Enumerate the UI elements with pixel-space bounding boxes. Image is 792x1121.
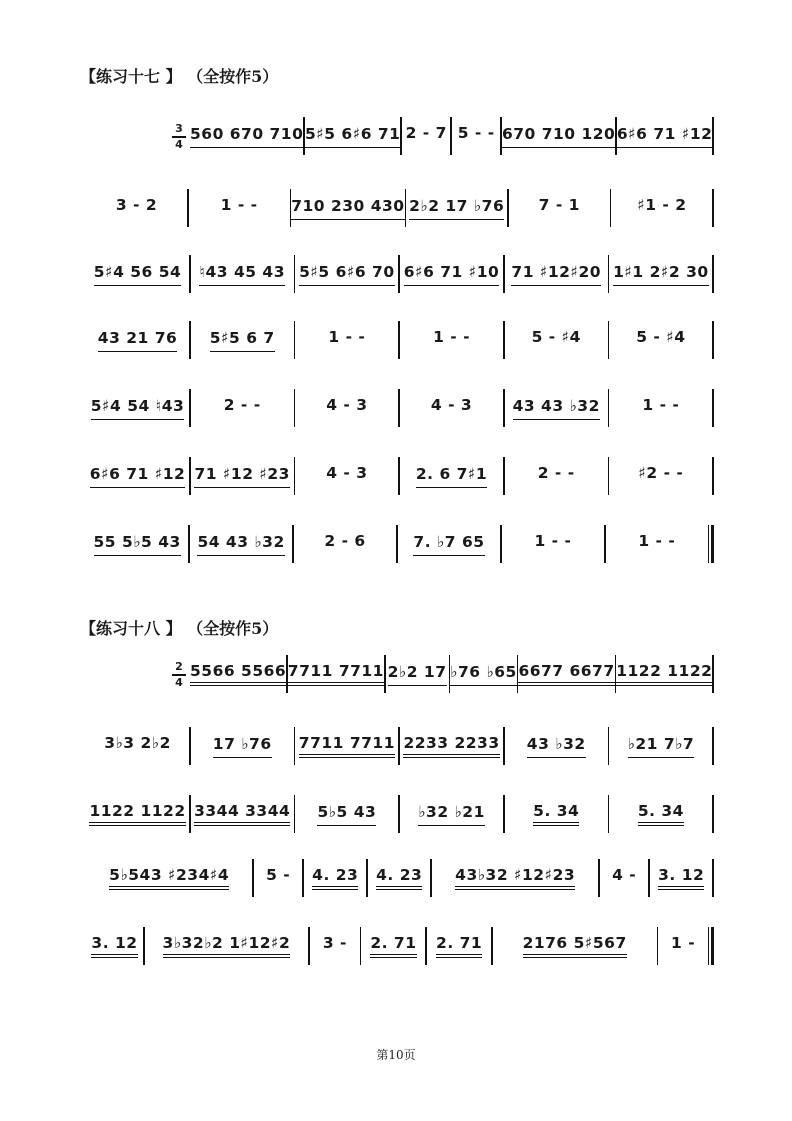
note-group: 5. 34 xyxy=(533,802,579,826)
note-group: 5 - - xyxy=(457,124,495,142)
note-group: 670 710 120 xyxy=(502,125,615,148)
note-group: ♭76 ♭65 xyxy=(450,663,517,686)
measure xyxy=(191,320,294,360)
note-group: 3♭32♭2 1♯12♯2 xyxy=(163,934,291,958)
note-group: ♭21 7♭7 xyxy=(628,735,695,758)
measure-row xyxy=(86,858,714,898)
measure-row xyxy=(86,456,714,496)
note-group: 5♯4 54 ♮43 xyxy=(91,397,185,420)
measure xyxy=(400,726,503,766)
measure xyxy=(400,388,503,428)
note-group: 3 - xyxy=(322,934,347,952)
note-group: 3344 3344 xyxy=(194,802,290,826)
final-barline xyxy=(708,525,714,563)
note-group: 54 43 ♭32 xyxy=(197,533,284,556)
ex17-line-5 xyxy=(86,388,714,428)
measure xyxy=(86,388,189,428)
measure xyxy=(609,388,712,428)
measure xyxy=(600,858,649,898)
note-group: 2 - - xyxy=(223,396,261,414)
measure-row xyxy=(86,188,714,228)
measure xyxy=(86,794,189,834)
barline xyxy=(712,389,714,427)
measure xyxy=(189,188,290,228)
measure xyxy=(606,524,708,564)
note-group: 4 - xyxy=(612,866,637,884)
note-group: 2♭2 17 ♭76 xyxy=(409,197,504,220)
measure xyxy=(191,456,294,496)
measure xyxy=(191,794,294,834)
measure-row xyxy=(86,254,714,294)
measure xyxy=(432,858,598,898)
measure xyxy=(450,654,517,694)
barline xyxy=(712,727,714,765)
barline xyxy=(712,859,714,897)
note-group: 6♯6 71 ♯12 xyxy=(617,125,713,148)
note-group: 43 43 ♭32 xyxy=(513,397,600,420)
time-signature-bottom: 4 xyxy=(175,137,183,151)
note-group: 7. ♭7 65 xyxy=(413,533,484,556)
note-group: 6♯6 71 ♯10 xyxy=(404,263,500,286)
measure xyxy=(518,654,614,694)
measure xyxy=(86,254,189,294)
note-group: ♯2 - - xyxy=(638,464,684,482)
measure xyxy=(493,926,657,966)
note-group: 7711 7711 xyxy=(288,662,384,686)
note-group: 5 - ♯4 xyxy=(531,328,581,346)
measure xyxy=(294,524,396,564)
note-group: 2♭2 17 xyxy=(388,663,447,686)
note-group: 5♯5 6 7 xyxy=(210,329,275,352)
measure xyxy=(400,320,503,360)
note-group: 43 ♭32 xyxy=(527,735,586,758)
note-group: 4 - 3 xyxy=(326,396,368,414)
note-group: 5♯5 6♯6 70 xyxy=(299,263,395,286)
measure xyxy=(509,188,610,228)
note-group: 5 - ♯4 xyxy=(636,328,686,346)
barline xyxy=(712,189,714,227)
note-group: ♭32 ♭21 xyxy=(418,803,485,826)
measure xyxy=(86,726,189,766)
measure xyxy=(191,726,294,766)
note-group: 43♭32 ♯12♯23 xyxy=(455,866,575,890)
measure xyxy=(386,654,449,694)
exercise-18-title: 【练习十八 】 （全按作5） xyxy=(80,619,279,638)
note-group: 710 230 430 xyxy=(291,197,404,220)
note-group: 5♭5 43 xyxy=(317,803,376,826)
note-group: 4 - 3 xyxy=(430,396,473,414)
note-group: 2 - - xyxy=(537,464,575,482)
ex18-line-5 xyxy=(86,926,714,966)
note-group: 6677 6677 xyxy=(518,662,614,686)
note-group: 7 - 1 xyxy=(538,196,580,214)
note-group: 5♭543 ♯234♯4 xyxy=(109,866,229,890)
note-group: 5♯4 56 54 xyxy=(94,263,182,286)
measure xyxy=(305,116,401,156)
measure xyxy=(361,926,425,966)
note-group: 43 21 76 xyxy=(98,329,178,352)
measure xyxy=(658,926,708,966)
time-signature-top: 3 xyxy=(175,122,183,135)
measure xyxy=(400,794,503,834)
measure xyxy=(406,188,507,228)
measure xyxy=(400,456,503,496)
measure xyxy=(427,926,491,966)
note-group: 1 - - xyxy=(220,196,258,214)
measure xyxy=(609,726,712,766)
measure xyxy=(609,456,712,496)
note-group: 1122 1122 xyxy=(616,662,712,686)
ex18-line-3 xyxy=(86,794,714,834)
measure xyxy=(295,456,398,496)
measure xyxy=(611,188,712,228)
note-group: 5. 34 xyxy=(638,802,684,826)
measure xyxy=(254,858,303,898)
measure xyxy=(505,456,608,496)
measure xyxy=(502,116,615,156)
measure xyxy=(295,726,398,766)
measure xyxy=(402,116,450,156)
measure xyxy=(502,524,604,564)
ex18-line-2 xyxy=(86,726,714,766)
measure xyxy=(310,926,360,966)
note-group: 1 - - xyxy=(534,532,572,550)
measure-row xyxy=(86,726,714,766)
note-group: 71 ♯12 ♯23 xyxy=(194,465,290,488)
measure xyxy=(191,254,294,294)
measure xyxy=(505,388,608,428)
measure-row xyxy=(86,926,714,966)
measure-row xyxy=(86,794,714,834)
measure xyxy=(609,794,712,834)
time-signature-bottom: 4 xyxy=(175,675,183,689)
time-signature xyxy=(172,123,186,151)
exercise-17-title: 【练习十七 】 （全按作5） xyxy=(80,67,279,86)
note-group: 2 - 7 xyxy=(405,124,447,142)
note-group: 3. 12 xyxy=(91,934,137,958)
note-group: 1 - xyxy=(671,934,696,952)
note-group: ♮43 45 43 xyxy=(199,263,285,286)
note-group: 4 - 3 xyxy=(326,464,368,482)
measure xyxy=(505,254,608,294)
measure xyxy=(145,926,309,966)
measure xyxy=(398,524,500,564)
note-group: 5♯5 6♯6 71 xyxy=(305,125,401,148)
time-signature xyxy=(172,661,186,689)
measure xyxy=(368,858,430,898)
measure xyxy=(452,116,500,156)
barline xyxy=(712,255,714,293)
barline xyxy=(712,795,714,833)
note-group: 1♯1 2♯2 30 xyxy=(613,263,709,286)
barline xyxy=(712,457,714,495)
note-group: 1 - - xyxy=(433,328,471,346)
note-group: 2. 71 xyxy=(370,934,416,958)
note-group: 4. 23 xyxy=(312,866,358,890)
note-group: 5 - xyxy=(266,866,291,884)
note-group: 17 ♭76 xyxy=(213,735,272,758)
measure xyxy=(617,116,713,156)
measure-row xyxy=(86,320,714,360)
measure xyxy=(190,116,303,156)
measure xyxy=(86,320,189,360)
measure xyxy=(86,456,189,496)
note-group: 2176 5♯567 xyxy=(523,934,627,958)
measure xyxy=(86,926,143,966)
note-group: 3 - 2 xyxy=(115,196,158,214)
note-group: 3♭3 2♭2 xyxy=(104,734,171,752)
measure-row xyxy=(190,116,714,156)
measure-row xyxy=(86,388,714,428)
note-group: 1122 1122 xyxy=(89,802,185,826)
measure xyxy=(86,858,252,898)
ex17-line-4 xyxy=(86,320,714,360)
measure xyxy=(86,524,188,564)
measure xyxy=(304,858,366,898)
measure xyxy=(609,320,712,360)
barline xyxy=(712,655,714,693)
ex18-line-1 xyxy=(86,654,714,694)
measure xyxy=(295,320,398,360)
measure xyxy=(190,524,292,564)
note-group: 2233 2233 xyxy=(403,734,499,758)
note-group: 560 670 710 xyxy=(190,125,303,148)
ex17-line-6 xyxy=(86,456,714,496)
ex18-line-4 xyxy=(86,858,714,898)
note-group: 4. 23 xyxy=(376,866,422,890)
measure xyxy=(190,654,286,694)
measure xyxy=(295,794,398,834)
measure xyxy=(291,188,404,228)
note-group: 6♯6 71 ♯12 xyxy=(90,465,186,488)
barline xyxy=(712,321,714,359)
measure xyxy=(86,188,187,228)
measure xyxy=(609,254,712,294)
note-group: 1 - - xyxy=(642,396,680,414)
measure xyxy=(505,794,608,834)
note-group: 55 5♭5 43 xyxy=(94,533,181,556)
ex17-line-1 xyxy=(86,116,714,156)
measure xyxy=(505,726,608,766)
measure xyxy=(616,654,712,694)
note-group: 71 ♯12♯20 xyxy=(511,263,601,286)
note-group: 7711 7711 xyxy=(299,734,395,758)
measure xyxy=(295,388,398,428)
ex17-line-3 xyxy=(86,254,714,294)
note-group: 5566 5566 xyxy=(190,662,286,686)
note-group: 3. 12 xyxy=(658,866,704,890)
note-group: ♯1 - 2 xyxy=(637,196,687,214)
note-group: 2. 6 7♯1 xyxy=(416,465,487,488)
measure xyxy=(295,254,398,294)
barline xyxy=(712,117,714,155)
measure-row xyxy=(190,654,714,694)
time-signature-top: 2 xyxy=(175,660,183,673)
note-group: 1 - - xyxy=(638,532,676,550)
page-number: 第10页 xyxy=(376,1048,416,1062)
note-group: 1 - - xyxy=(328,328,366,346)
note-group: 2 - 6 xyxy=(324,532,366,550)
final-barline xyxy=(708,927,714,965)
measure xyxy=(400,254,503,294)
measure xyxy=(288,654,384,694)
ex17-line-7 xyxy=(86,524,714,564)
measure xyxy=(191,388,294,428)
measure xyxy=(650,858,712,898)
measure xyxy=(505,320,608,360)
measure-row xyxy=(86,524,714,564)
ex17-line-2 xyxy=(86,188,714,228)
note-group: 2. 71 xyxy=(436,934,482,958)
